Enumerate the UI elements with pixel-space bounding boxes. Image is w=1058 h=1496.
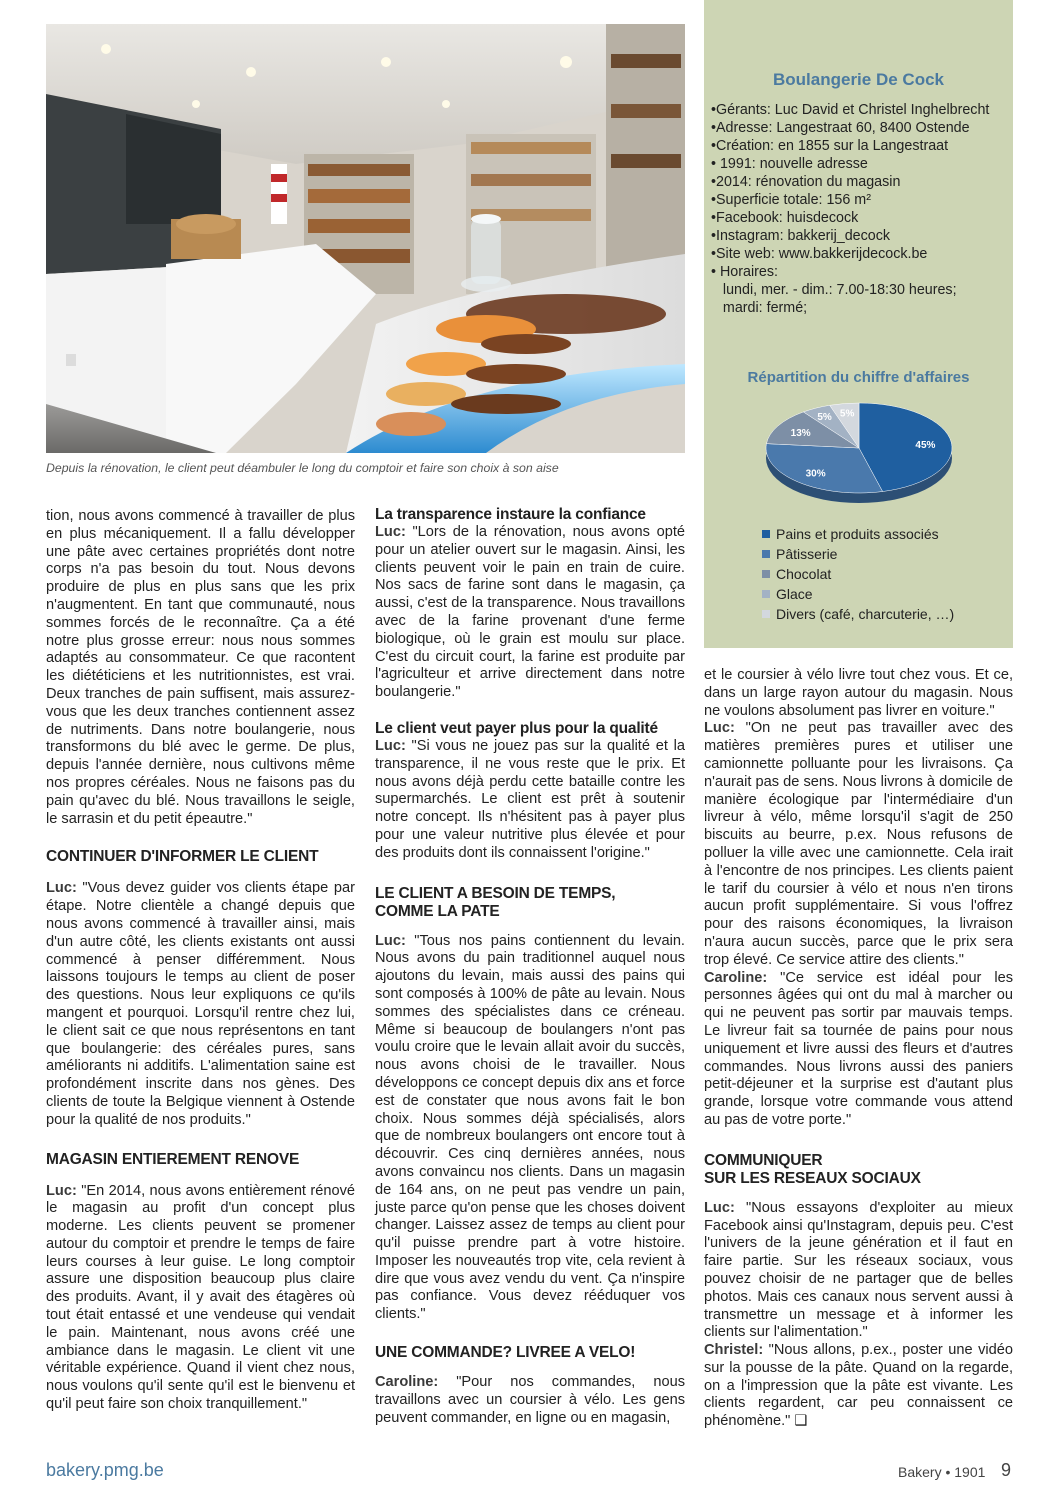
speaker-name: Caroline: xyxy=(375,1374,439,1391)
paragraph-text: "Tous nos pains contiennent du levain. Nous avons du pain traditionnel auquel nous ajoutons du levain, mais aussi des pains qui sont composés à 100% de pâte au levain. Nous sommes des spécialistes dans ce créneau. Même si beaucoup de boulangers n'ont pas voulu croire que le levain allait avoir du succès, nous avons choisi de le travailler. Nous développons ce concept depuis dix ans et force est de constater que nous avons fait le bon choix. Nous sommes déjà spécialisés, alors que de nombreux boulangers ont encore tout à découvrir. Ces cinq dernières années, nous avons convaincu nos clients. Dans un magasin de 164 ans, on ne peut pas vendre un pain, juste parce qu'on pense que les choses doivent changer. Laissez assez de temps au client pour qu'il puisse prendre part à votre histoire. Imposer les nouveautés trop vite, cela revient à dire que vous avez vendu du vent. Ça n'inspire pas confiance. Vous devez rééduquer vos clients." xyxy=(375,932,685,1323)
legend-item xyxy=(762,584,1012,604)
section-heading: COMMUNIQUER xyxy=(704,1151,823,1169)
subheading: Le client veut payer plus pour la qualité xyxy=(375,719,658,737)
speaker-name: Luc: xyxy=(704,1199,735,1216)
company-info-box xyxy=(704,0,1013,648)
end-of-article-icon: ❑ xyxy=(794,1413,808,1430)
pie-slice-label: 45% xyxy=(915,439,936,451)
section-heading: CONTINUER D'INFORMER LE CLIENT xyxy=(46,848,319,866)
legend-swatch xyxy=(762,590,770,598)
section-heading: SUR LES RESEAUX SOCIAUX xyxy=(704,1169,921,1187)
revenue-pie-chart xyxy=(764,398,954,513)
speaker-name: Luc: xyxy=(375,932,406,949)
paragraph-text: "Lors de la rénovation, nous avons opté pour un atelier ouvert sur le magasin. Ainsi, les clients peuvent voir le pain en train de cuire. Nos sacs de farine sont dans le magasin, ça aussi, c'est de la transparence. Nous travaillons avec de la farine provenant d'une ferme biologique, où le grain est moulu sur place. C'est du circuit court, la farine est produite par l'agriculteur et arrive directement dans notre boulangerie." xyxy=(375,524,685,701)
speaker-name: Luc: xyxy=(46,1182,77,1199)
legend-item xyxy=(762,544,1012,564)
legend-item xyxy=(762,604,1012,624)
paragraph-text: "Ce service est idéal pour les personnes âgées qui ont du mal à marcher ou qui ne peuvent pas sortir par mauvais temps. Le livreur fait sa tournée de pains pour nous uniquement et livre aussi des fleurs et d'autres commandes. Nous livrons aussi des paniers petit-déjeuner et la surprise est d'autant plus grande, lorsque votre commande vous attend au pas de votre porte." xyxy=(704,969,1013,1128)
company-facts-list xyxy=(711,101,1011,317)
chart-legend xyxy=(762,524,1012,624)
section-heading: LE CLIENT A BESOIN DE TEMPS, xyxy=(375,884,616,902)
fact-item: •Gérants: Luc David et Christel Inghelbrecht xyxy=(711,102,990,118)
legend-swatch xyxy=(762,570,770,578)
paragraph-text: "Vous devez guider vos clients étape par étape. Notre clientèle a changé depuis que nous avons commencé à travailler ainsi, mais d'un autre côté, les clients existants ont aussi commencé à penser différemment. Nous laissons toujours le temps au client de poser des questions. Nous leur expliquons ce qu'ils mangent et pourquoi. Lorsqu'il rentre chez lui, le client sait ce que nous représentons en tant que boulangerie: des céréales pures, sans améliorants ni additifs. L'alimentation saine est profondément inscrite dans nos gènes. Des clients de toute la Belgique viennent à Ostende pour la qualité de nos produits." xyxy=(46,880,355,1128)
paragraph-text: "En 2014, nous avons entièrement rénové le magasin au profit d'un concept plus moderne. Les clients peuvent se promener autour du comptoir et prendre le temps de faire leurs courses à leur guise. Le long comptoir assure une disposition beaucoup plus claire des produits. Avant, il y avait des étagères où tout était entassé et une vendeuse qui vendait le pain. Maintenant, nous avons créé une ambiance dans le magasin. Le client vit une véritable expérience. Quand il vient chez nous, nous voulons qu'il sente qu'il est le bienvenu et qu'il peut faire son choix tranquillement." xyxy=(46,1182,355,1413)
article-column-3 xyxy=(704,667,1013,1431)
speaker-name: Luc: xyxy=(375,737,406,754)
pie-slice-label: 5% xyxy=(817,412,832,424)
paragraph-text: "Nous essayons d'exploiter au mieux Facebook ainsi qu'Instagram, depuis peu. C'est l'univers de la jeune génération et il faut en faire partie. Sur les réseaux sociaux, vous pouvez choisir de ne partager que de belles photos. Mais ces canaux nous servent aussi à transmettre un message et à informer les clients sur l'alimentation." xyxy=(704,1199,1013,1341)
fact-item: •Superficie totale: 156 m² xyxy=(711,192,871,208)
paragraph xyxy=(704,1342,1013,1431)
speaker-name: Caroline: xyxy=(704,969,768,986)
page-number: 9 xyxy=(1001,1460,1012,1480)
website-link[interactable]: bakery.pmg.be xyxy=(46,1460,164,1480)
speaker-name: Luc: xyxy=(46,880,77,897)
speaker-name: Christel: xyxy=(704,1342,764,1359)
fact-item: •Adresse: Langestraat 60, 8400 Ostende xyxy=(711,120,970,136)
paragraph xyxy=(704,720,1013,969)
fact-item: •Site web: www.bakkerijdecock.be xyxy=(711,246,928,262)
paragraph-text: "On ne peut pas travailler avec des matières premières pures et utiliser une camionnette polluante pour les livraisons. Ça n'aurait pas de sens. Nous livrons à domicile de manière écologique par l'intermédiaire d'un livreur à vélo, même lorsqu'il s'agit de 250 biscuits au beurre, p.ex. Nous refusons de polluer la ville avec une camionnette. Cela irait à l'encontre de nos principes. Les clients paient le tarif du coursier à vélo et nous n'en tirons aucun profit supplémentaire. Si vous l'offrez pour des raisons économiques, la livraison n'aura aucun succès, parce que le prix sera trop élevé. Ce service attire des clients." xyxy=(704,720,1013,968)
subheading: La transparence instaure la confiance xyxy=(375,506,646,523)
chart-title: Répartition du chiffre d'affaires xyxy=(747,369,970,386)
fact-item: lundi, mer. - dim.: 7.00-18:30 heures; xyxy=(711,282,957,298)
company-name: Boulangerie De Cock xyxy=(773,70,944,89)
fact-item: •2014: rénovation du magasin xyxy=(711,174,901,190)
section-heading: UNE COMMANDE? LIVREE A VELO! xyxy=(375,1344,636,1362)
paragraph-text: "Nous allons, p.ex., poster une vidéo sur la pousse de la pâte. Quand on la regarde, on a l'impression que la pâte est vivante. Les clients regardent, car peu connaissent ce phénomène." xyxy=(704,1342,1013,1430)
legend-label: Divers (café, charcuterie, …) xyxy=(776,606,955,622)
speaker-name: Luc: xyxy=(704,720,735,737)
section-heading: COMME LA PATE xyxy=(375,902,500,920)
legend-label: Glace xyxy=(776,586,813,602)
paragraph-text: "Si vous ne jouez pas sur la qualité et la transparence, il ne vous reste que le prix. Et nous avons déjà perdu cette bataille contre les supermarchés. Le client est prêt à soutenir notre concept. Ils n'hésitent pas à payer plus pour une valeur nutritive plus élevée et pour des produits dont ils connaissent l'origine." xyxy=(375,737,685,861)
paragraph xyxy=(375,933,685,1325)
legend-swatch xyxy=(762,550,770,558)
legend-item xyxy=(762,564,1012,584)
speaker-name: Luc: xyxy=(375,524,406,540)
pie-slice-label: 13% xyxy=(790,428,811,440)
bakery-interior-illustration xyxy=(46,24,685,453)
paragraph xyxy=(704,1200,1013,1342)
fact-item: •Instagram: bakkerij_decock xyxy=(711,228,891,244)
legend-swatch xyxy=(762,610,770,618)
pie-slice-label: 30% xyxy=(805,468,826,480)
legend-label: Pains et produits associés xyxy=(776,526,939,542)
paragraph xyxy=(375,524,685,702)
legend-swatch xyxy=(762,530,770,538)
fact-item: •Facebook: huisdecock xyxy=(711,210,859,226)
paragraph: et le coursier à vélo livre tout chez vous. Et ce, dans un large rayon autour du magasin. Nous ne voulons absolument pas livrer en voiture." xyxy=(704,667,1013,719)
paragraph xyxy=(704,970,1013,1130)
fact-item: • 1991: nouvelle adresse xyxy=(711,156,868,172)
pie-slice-label: 5% xyxy=(839,408,855,420)
legend-label: Pâtisserie xyxy=(776,546,838,562)
fact-item: •Création: en 1855 sur la Langestraat xyxy=(711,138,949,154)
section-heading: MAGASIN ENTIEREMENT RENOVE xyxy=(46,1150,300,1168)
paragraph-text: "Pour nos commandes, nous travaillons avec un coursier à vélo. Les gens peuvent commander, en ligne ou en magasin, xyxy=(375,1374,685,1426)
fact-item: mardi: fermé; xyxy=(711,300,808,316)
article-column-2 xyxy=(375,506,685,1427)
photo-caption: Depuis la rénovation, le client peut déambuler le long du comptoir et faire son choix à son aise xyxy=(46,461,559,475)
paragraph xyxy=(46,880,355,1129)
legend-label: Chocolat xyxy=(776,566,832,582)
paragraph xyxy=(375,738,685,863)
bakery-interior-photo xyxy=(46,24,685,453)
legend-item xyxy=(762,524,1012,544)
fact-item: • Horaires: xyxy=(711,264,778,280)
paragraph xyxy=(375,1374,685,1427)
magazine-issue: Bakery • 1901 xyxy=(898,1464,986,1480)
paragraph xyxy=(46,1183,355,1414)
article-column-1 xyxy=(46,508,355,1414)
paragraph: tion, nous avons commencé à travailler de plus en plus mécaniquement. Il a fallu développer une pâte avec certaines propriétés dont notre corps n'a pas besoin du tout. Nous devons produire de plus en plus sans que les prix n'augmentent. En tant que communauté, nous sommes forcés de le reconnaître. Ça a été notre plus grosse erreur: nous nous sommes adaptés au consommateur. Ce que racontent les diététiciens et les nutritionnistes, est vrai. Deux tranches de pain suffisent, mais assurez-vous que les deux tranches contiennent assez de nutriments. Dans notre boulangerie, nous transformons du blé avec le germe. De plus, depuis l'année dernière, nous cultivons même nos propres céréales. Nous ne faisons pas du pain qu'avec du blé. Nous travaillons le seigle, le sarrasin et du petit épeautre." xyxy=(46,508,355,827)
